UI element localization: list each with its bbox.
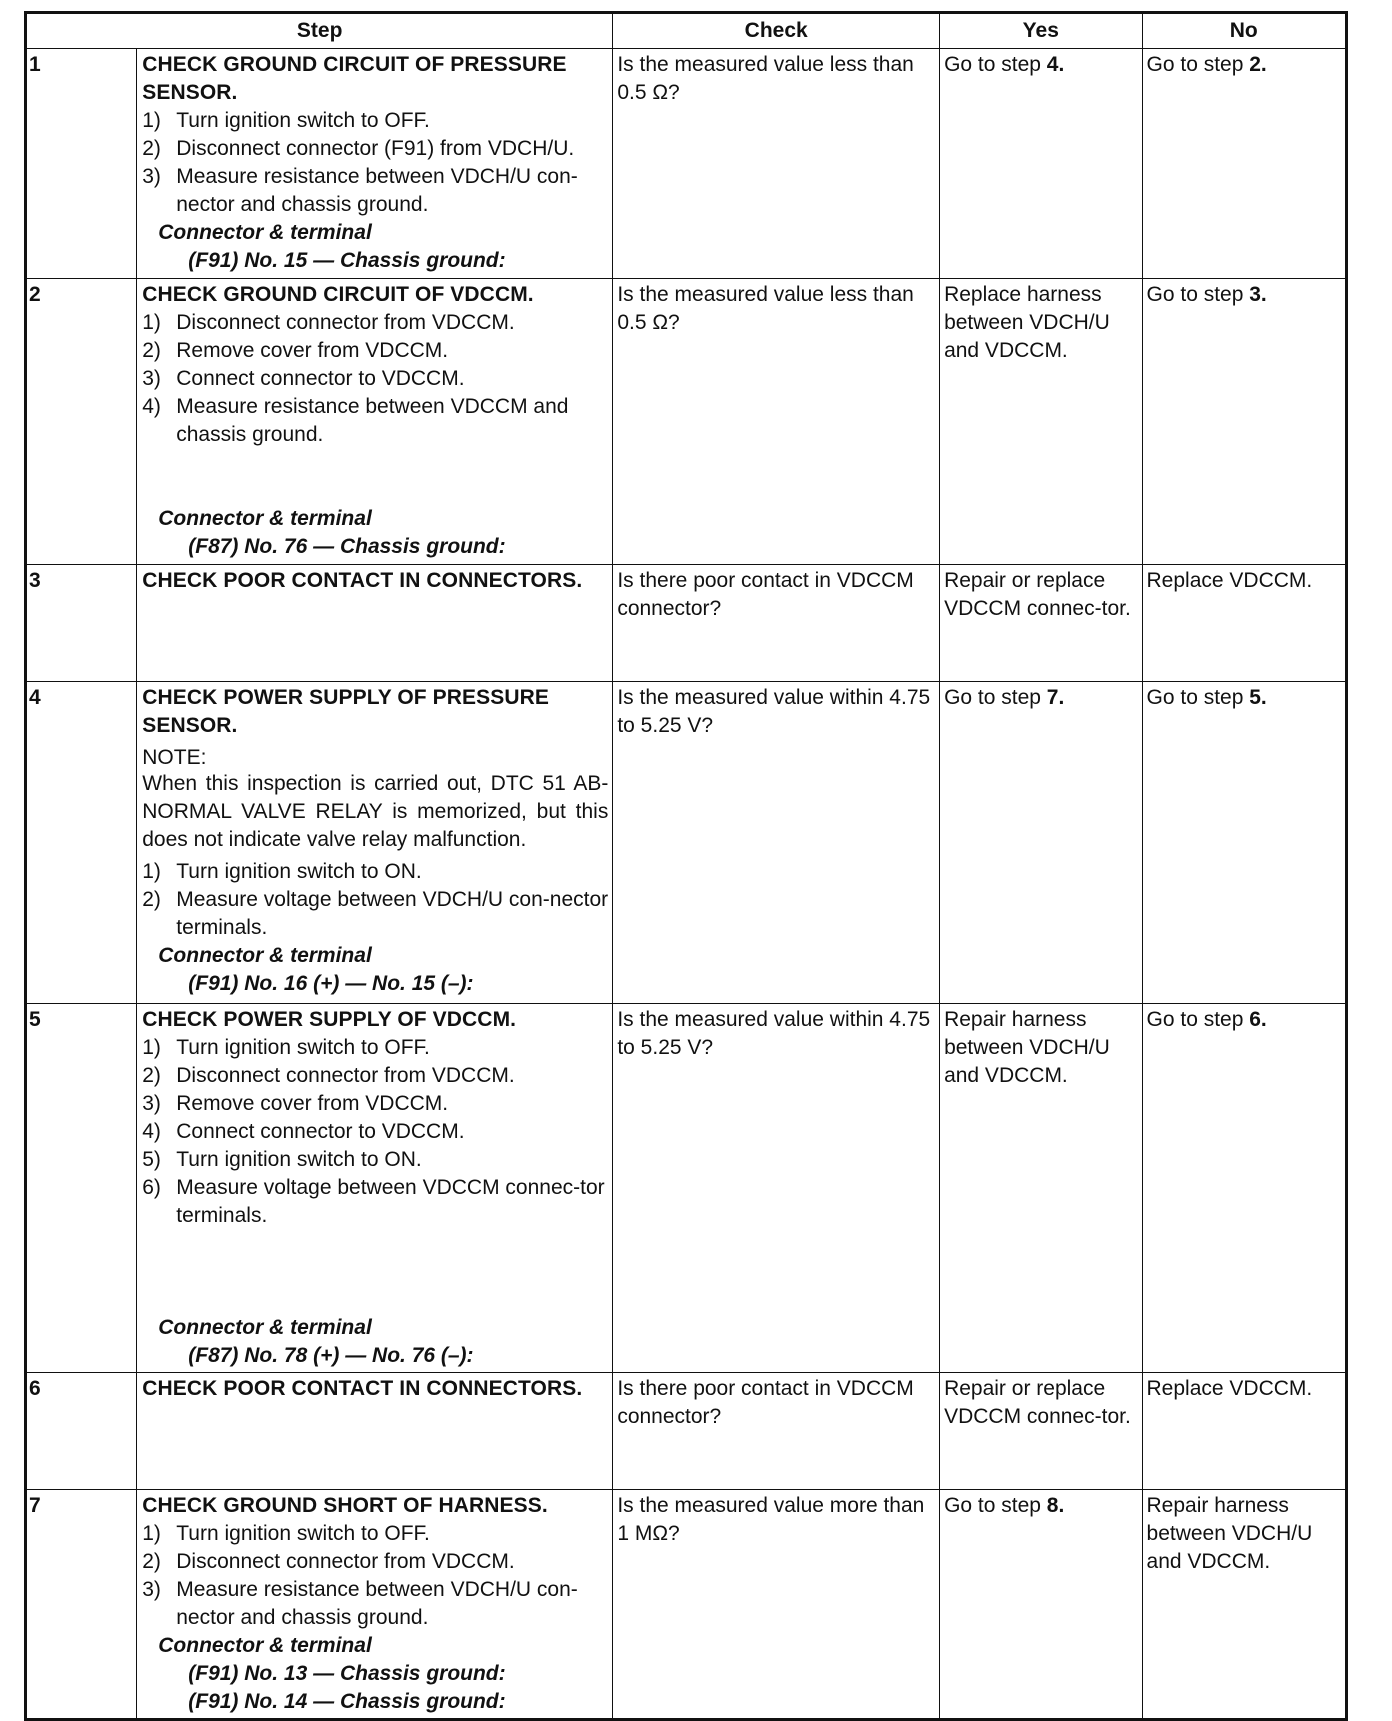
substep: 2) Disconnect connector (F91) from VDCH/U.	[142, 137, 575, 160]
substep: 3) Measure resistance between VDCH/U con-nector and chassis ground.	[142, 165, 578, 216]
step-title: CHECK GROUND CIRCUIT OF VDCCM.	[142, 283, 534, 306]
step-number: 1	[26, 49, 137, 279]
yes-cell: Go to step 4.	[940, 49, 1142, 279]
yes-cell: Replace harness between VDCH/U and VDCCM.	[940, 279, 1142, 565]
substep: 1) Turn ignition switch to ON.	[142, 860, 422, 883]
table-row	[26, 49, 1347, 279]
step-description	[137, 1004, 613, 1373]
yes-cell: Go to step 7.	[940, 682, 1142, 1004]
step-description	[137, 682, 613, 1004]
step-title: CHECK POOR CONTACT IN CONNECTORS.	[142, 569, 583, 592]
substep: 3) Connect connector to VDCCM.	[142, 367, 465, 390]
step-title: CHECK GROUND CIRCUIT OF PRESSURE SENSOR.	[142, 53, 567, 104]
connector-terminal-spec: (F91) No. 14 — Chassis ground:	[188, 1690, 506, 1713]
step-number: 3	[26, 565, 137, 682]
substep: 4) Measure resistance between VDCCM and chassis ground.	[142, 395, 569, 446]
substep: 1) Turn ignition switch to OFF.	[142, 1036, 430, 1059]
connector-terminal-label: Connector & terminal	[158, 1316, 372, 1339]
no-cell: Go to step 5.	[1142, 682, 1346, 1004]
check-cell: Is the measured value less than 0.5 Ω?	[613, 49, 940, 279]
step-number: 7	[26, 1490, 137, 1720]
connector-terminal-label: Connector & terminal	[158, 221, 372, 244]
diagnostic-table	[24, 11, 1348, 1721]
substep: 1) Disconnect connector from VDCCM.	[142, 311, 515, 334]
substep: 3) Measure resistance between VDCH/U con-nector and chassis ground.	[142, 1578, 578, 1629]
table-row	[26, 279, 1347, 565]
connector-terminal-spec: (F91) No. 13 — Chassis ground:	[188, 1662, 506, 1685]
substep: 2) Measure voltage between VDCH/U con-nector terminals.	[142, 888, 609, 939]
substep: 2) Disconnect connector from VDCCM.	[142, 1550, 515, 1573]
substep: 5) Turn ignition switch to ON.	[142, 1148, 422, 1171]
step-title: CHECK POOR CONTACT IN CONNECTORS.	[142, 1377, 583, 1400]
step-number: 4	[26, 682, 137, 1004]
step-number: 5	[26, 1004, 137, 1373]
header-yes: Yes	[940, 13, 1142, 49]
connector-terminal-spec: (F91) No. 16 (+) — No. 15 (–):	[188, 972, 474, 995]
table-row	[26, 1373, 1347, 1490]
connector-terminal-label: Connector & terminal	[158, 944, 372, 967]
check-cell: Is the measured value more than 1 MΩ?	[613, 1490, 940, 1720]
step-description	[137, 1373, 613, 1490]
step-description	[137, 49, 613, 279]
no-cell: Go to step 3.	[1142, 279, 1346, 565]
no-cell: Repair harness between VDCH/U and VDCCM.	[1142, 1490, 1346, 1720]
substep: 2) Remove cover from VDCCM.	[142, 339, 449, 362]
table-row	[26, 682, 1347, 1004]
step-title: CHECK POWER SUPPLY OF PRESSURE SENSOR.	[142, 686, 549, 737]
table-row	[26, 1490, 1347, 1720]
step-description	[137, 279, 613, 565]
yes-cell: Repair or replace VDCCM connec-tor.	[940, 565, 1142, 682]
no-cell: Replace VDCCM.	[1142, 565, 1346, 682]
yes-cell: Repair or replace VDCCM connec-tor.	[940, 1373, 1142, 1490]
table-row	[26, 1004, 1347, 1373]
yes-cell: Go to step 8.	[940, 1490, 1142, 1720]
substep: 1) Turn ignition switch to OFF.	[142, 1522, 430, 1545]
no-cell: Go to step 6.	[1142, 1004, 1346, 1373]
no-cell: Replace VDCCM.	[1142, 1373, 1346, 1490]
connector-terminal-spec: (F87) No. 76 — Chassis ground:	[188, 535, 506, 558]
yes-cell: Repair harness between VDCH/U and VDCCM.	[940, 1004, 1142, 1373]
check-cell: Is there poor contact in VDCCM connector?	[613, 565, 940, 682]
connector-terminal-spec: (F91) No. 15 — Chassis ground:	[188, 249, 506, 272]
step-description	[137, 1490, 613, 1720]
table-row	[26, 565, 1347, 682]
header-no: No	[1142, 13, 1346, 49]
substep: 4) Connect connector to VDCCM.	[142, 1120, 465, 1143]
note-text: When this inspection is carried out, DTC 51 AB-NORMAL VALVE RELAY is memorized, but this does not indicate valve relay malfunction.	[142, 772, 609, 851]
step-description	[137, 565, 613, 682]
substep: 2) Disconnect connector from VDCCM.	[142, 1064, 515, 1087]
check-cell: Is the measured value within 4.75 to 5.25 V?	[613, 1004, 940, 1373]
check-cell: Is there poor contact in VDCCM connector?	[613, 1373, 940, 1490]
header-row	[26, 13, 1347, 49]
check-cell: Is the measured value less than 0.5 Ω?	[613, 279, 940, 565]
step-title: CHECK GROUND SHORT OF HARNESS.	[142, 1494, 548, 1517]
substep: 3) Remove cover from VDCCM.	[142, 1092, 449, 1115]
substep: 1) Turn ignition switch to OFF.	[142, 109, 430, 132]
connector-terminal-label: Connector & terminal	[158, 1634, 372, 1657]
step-number: 6	[26, 1373, 137, 1490]
header-check: Check	[613, 13, 940, 49]
step-title: CHECK POWER SUPPLY OF VDCCM.	[142, 1008, 517, 1031]
note-label: NOTE:	[142, 746, 207, 769]
header-step: Step	[26, 13, 613, 49]
substep: 6) Measure voltage between VDCCM connec-tor terminals.	[142, 1176, 605, 1227]
connector-terminal-spec: (F87) No. 78 (+) — No. 76 (–):	[188, 1344, 474, 1367]
connector-terminal-label: Connector & terminal	[158, 507, 372, 530]
no-cell: Go to step 2.	[1142, 49, 1346, 279]
step-number: 2	[26, 279, 137, 565]
check-cell: Is the measured value within 4.75 to 5.25 V?	[613, 682, 940, 1004]
